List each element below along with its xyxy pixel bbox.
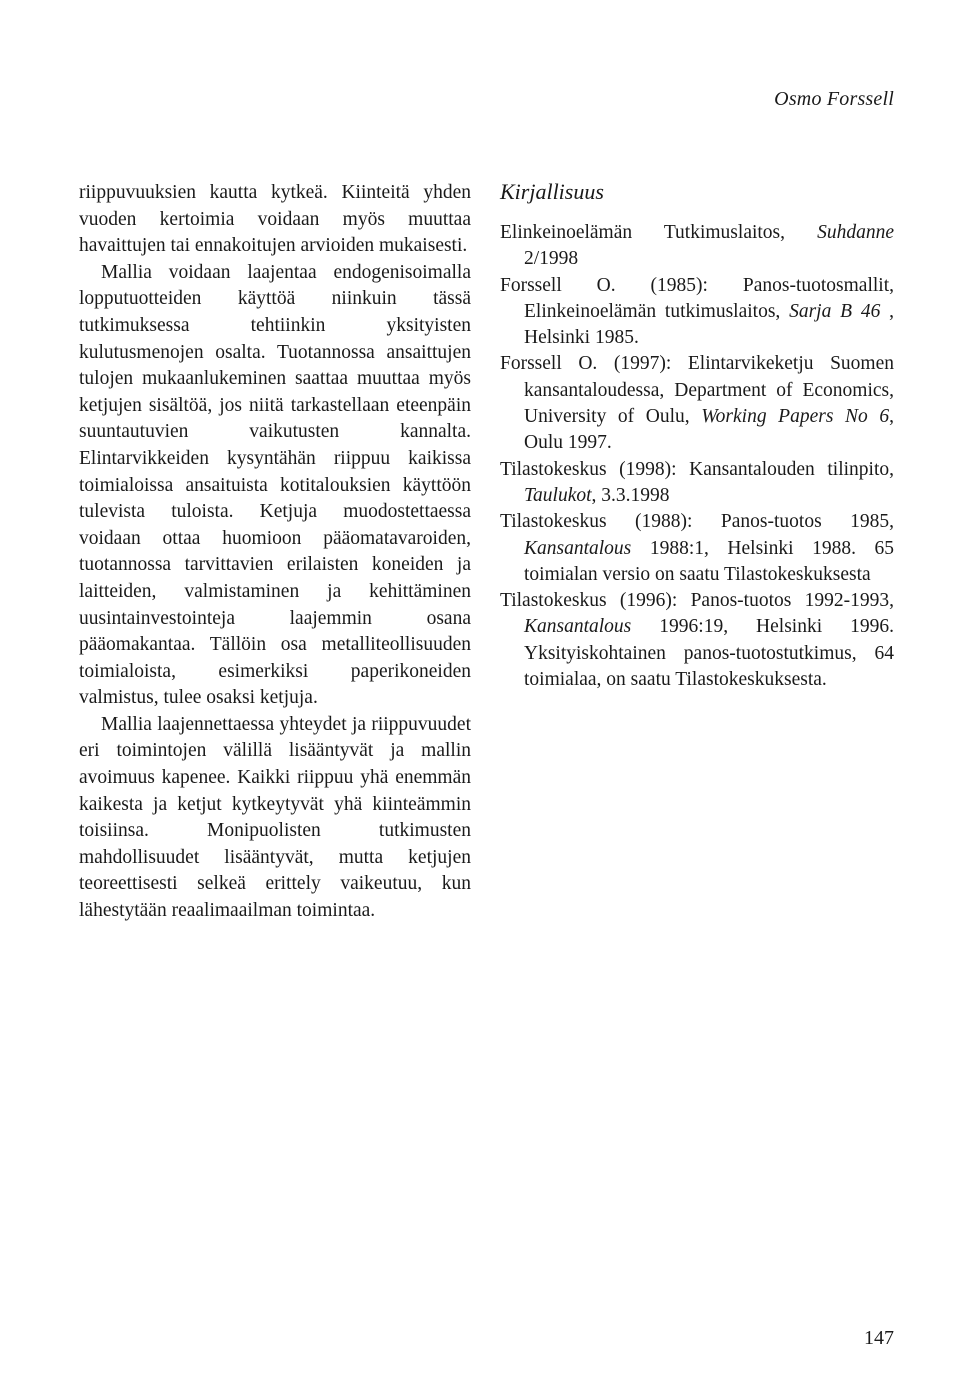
reference-text: 1996:19, Helsinki 1996. Yksityiskohtainen panos-tuotostutkimus, 64 toimialaa, on saatu Tilastokeskuksesta. <box>524 616 894 691</box>
reference-item <box>500 588 894 693</box>
references-heading: Kirjallisuus <box>500 179 604 204</box>
reference-text: , Helsinki 1985. <box>524 300 894 349</box>
reference-text: , 3.3.1998 <box>591 484 670 506</box>
reference-item <box>500 509 894 588</box>
body-paragraph-1: riippuvuuksien kautta kytkeä. Kiinteitä yhden vuoden kertoimia voidaan myös muuttaa havaittujen tai ennakoitujen arvioiden mukaisesti. <box>79 182 471 257</box>
running-head-author: Osmo Forssell <box>774 88 894 110</box>
reference-item <box>500 220 894 273</box>
reference-title: Suhdanne <box>817 222 894 243</box>
body-paragraph-2: Mallia voidaan laajentaa endogenisoimalla lopputuotteiden käyttöä niinkuin tässä tutkimuksessa tehtiinkin yksityisten kulutusmenojen osalta. Tuotannossa ansaittujen tulojen mukaanlukeminen saattaa muuttaa myös ketjujen sisältöä, jos niitä tarkastellaan eteenpäin suuntautuvien vaikutusten kannalta. Elintarvikkeiden kysyntähän riippuu kaikissa toimialoissa ansaituista kotitalouksien käyttöön tulevista tuloista. Ketjuja muodostettaessa voidaan ottaa huomioon pääomatavaroiden, tuotannossa tarvittavien erilaisten koneiden ja laitteiden, valmistaminen ja kehittäminen uusintainvestointeja laajemmin osana pääomakantaa. Tällöin osa metalliteollisuuden toimialoista, esimerkiksi paperikoneiden valmistus, tulee osaksi ketjuja. <box>79 261 471 709</box>
reference-item <box>500 457 894 510</box>
reference-title: Taulukot <box>524 484 592 506</box>
reference-text: Elinkeinoelämän Tutkimuslaitos, <box>500 222 818 243</box>
body-text-column <box>79 180 471 925</box>
reference-text: , Oulu 1997. <box>524 406 894 454</box>
body-paragraph-3: Mallia laajennettaessa yhteydet ja riippuvuudet eri toimintojen välillä lisääntyvät ja mallin avoimuus kapenee. Kaikki riippuu yhä enemmän kaikesta ja ketjut kytkeytyvät yhä kiinteämmin toisiinsa. Monipuolisten tutkimusten mahdollisuudet lisääntyvät, mutta ketjujen teoreettisesti selkeä erittely vaikeutuu, kun lähestytään reaalimaailman toimintaa. <box>79 713 471 922</box>
reference-text: Forssell O. (1985): Panos-tuotosmallit, Elinkeinoelämän tutkimuslaitos, <box>500 274 894 322</box>
reference-text: 2/1998 <box>524 248 579 270</box>
reference-text: Tilastokeskus (1988): Panos-tuotos 1985, <box>500 511 894 533</box>
reference-title: Sarja B 46 <box>789 300 881 322</box>
references-column <box>500 178 894 693</box>
reference-title: Kansantalous <box>524 537 632 559</box>
reference-text: 1988:1, Helsinki 1988. 65 toimialan versio on saatu Tilastokeskuksesta <box>524 537 894 585</box>
reference-text: Tilastokeskus (1996): Panos-tuotos 1992-1993, <box>500 590 894 612</box>
reference-text: Tilastokeskus (1998): Kansantalouden tilinpito, <box>500 458 894 480</box>
reference-item <box>500 273 894 352</box>
page-number: 147 <box>864 1327 894 1349</box>
reference-title: Kansantalous <box>524 616 632 638</box>
reference-text: Forssell O. (1997): Elintarvikeketju Suomen kansantaloudessa, Department of Economics, University of Oulu, <box>500 353 894 428</box>
reference-item <box>500 351 894 456</box>
reference-title: Working Papers No 6 <box>701 406 890 428</box>
